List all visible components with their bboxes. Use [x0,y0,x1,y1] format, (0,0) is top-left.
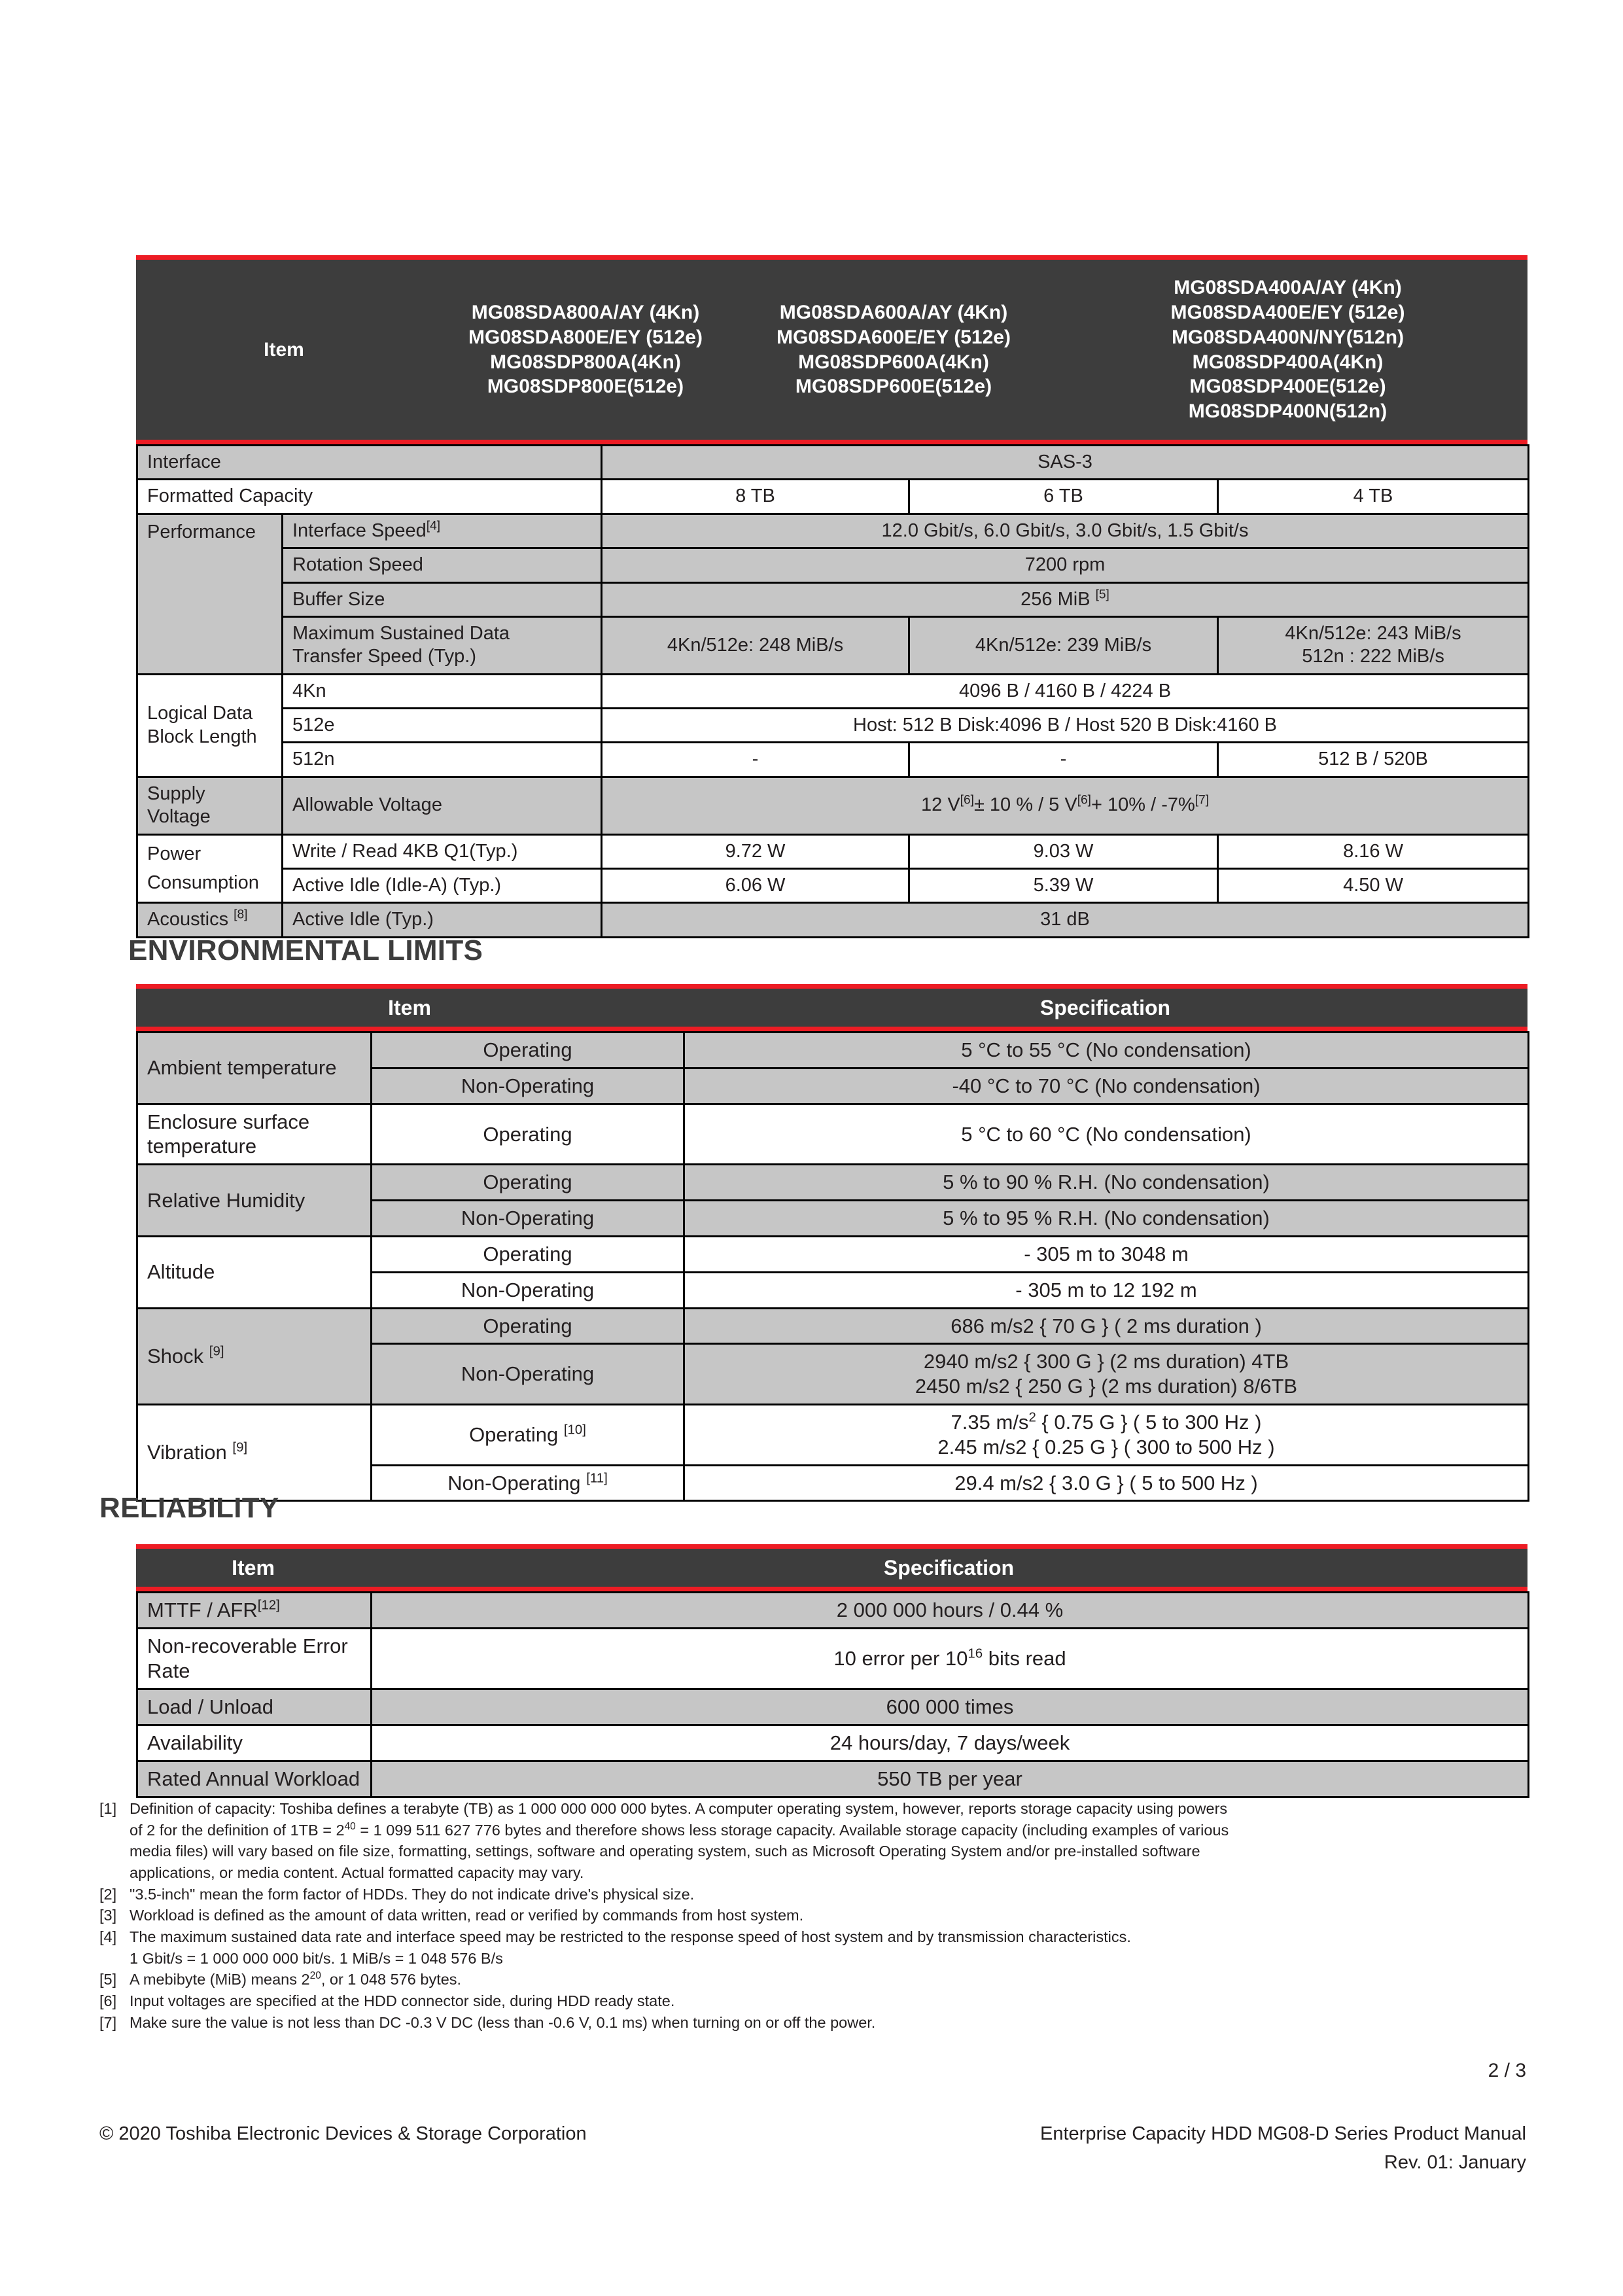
value-capacity-4tb: 4 TB [1218,480,1529,514]
footnote-number: [4] [99,1928,117,1945]
value-capacity-6tb: 6 TB [909,480,1218,514]
condition-operating: Operating [372,1308,684,1344]
value-part-b: bits read [983,1646,1066,1670]
row-label-non-recoverable-error-rate: Non-recoverable Error Rate [137,1629,372,1689]
value-non-recoverable-error-rate [372,1629,1529,1689]
condition-operating [372,1404,684,1465]
model-name: MG08SDP400E(512e) [1189,376,1386,398]
row-label-4kn: 4Kn [283,674,602,708]
exponent: 20 [309,1970,321,1982]
table-row [137,548,1529,582]
table-accent-bar-top [136,1544,1527,1549]
row-label-enclosure-surface-temperature: Enclosure surface temperature [137,1104,372,1165]
row-label-availability: Availability [137,1725,372,1761]
footnote-ref: [5] [1095,587,1109,601]
value-max-transfer-6tb: 4Kn/512e: 239 MiB/s [909,616,1218,674]
condition-non-operating: Non-Operating [372,1068,684,1104]
footnote-ref: [12] [257,1597,280,1613]
manual-title: Enterprise Capacity HDD MG08-D Series Product Manual [1040,2123,1526,2144]
manual-revision: Rev. 01: January [1384,2151,1526,2173]
section-title-reliability: RELIABILITY [99,1492,279,1524]
value-write-read-6tb: 9.03 W [909,834,1218,868]
model-name: MG08SDA800E/EY (512e) [468,326,703,348]
footnote-text [130,1969,1539,1990]
specifications-table-header [136,260,1527,440]
footnote-item [99,1905,1539,1926]
footnote-ref: [6] [1077,793,1091,807]
footnote-number: [2] [99,1885,117,1903]
row-label-active-idle-a: Active Idle (Idle-A) (Typ.) [283,868,602,902]
value-interface: SAS-3 [602,446,1529,480]
table-accent-bar-top [136,255,1527,260]
specifications-table [136,255,1527,938]
footnote-ref: [9] [232,1439,248,1455]
label-line-1: Logical Data [147,703,253,724]
value-shock-operating: 686 m/s2 { 70 G } ( 2 ms duration ) [684,1308,1529,1344]
row-label-interface: Interface [137,446,602,480]
footnote-ref: [4] [426,519,441,533]
footnote-number: [3] [99,1907,117,1924]
value-line-2: 512n : 222 MiB/s [1302,646,1444,667]
value-write-read-4tb: 8.16 W [1218,834,1529,868]
value-enclosure-operating: 5 °C to 60 °C (No condensation) [684,1104,1529,1165]
value-load-unload: 600 000 times [372,1689,1529,1725]
value-acoustics: 31 dB [602,903,1529,937]
text-part-a: A mebibyte (MiB) means 2 [130,1971,310,1988]
env-header-item: Item [136,989,683,1027]
condition-operating: Operating [372,1033,684,1069]
table-row [137,1236,1529,1272]
row-label-rotation-speed: Rotation Speed [283,548,602,582]
value-line-1 [690,1410,1522,1435]
table-accent-bar-bottom [136,1027,1527,1031]
group-label-power-consumption-line2: Consumption [137,868,283,902]
row-label-acoustics-active-idle: Active Idle (Typ.) [283,903,602,937]
exponent: 40 [344,1820,356,1832]
footnote-text: Input voltages are specified at the HDD connector side, during HDD ready state. [130,1992,675,2009]
spec-header-item: Item [136,260,432,440]
label-line-1: Maximum Sustained Data [292,622,510,644]
value-active-idle-8tb: 6.06 W [602,868,909,902]
value-part-a: 10 error per 10 [833,1646,968,1670]
footnote-ref: [6] [960,793,974,807]
footnote-line: The maximum sustained data rate and interface speed may be restricted to the response speed of host system and by transmission characteristics. [130,1928,1131,1945]
table-row [137,1761,1529,1797]
spec-header-models-4tb [1048,260,1527,440]
table-accent-bar-bottom [136,1587,1527,1591]
model-name: MG08SDA400E/EY (512e) [1170,301,1405,323]
table-row [137,709,1529,743]
table-row [137,1308,1529,1344]
text-part-b: = 1 099 511 627 776 bytes and therefore shows less storage capacity. Available storage capacity (including examples of various [355,1821,1229,1839]
value-ambient-operating: 5 °C to 55 °C (No condensation) [684,1033,1529,1069]
value-allowable-voltage [602,777,1529,834]
value-rotation-speed: 7200 rpm [602,548,1529,582]
value-active-idle-4tb: 4.50 W [1218,868,1529,902]
model-name: MG08SDA600E/EY (512e) [777,326,1011,348]
table-row [137,480,1529,514]
value-512n-4tb: 512 B / 520B [1218,743,1529,777]
label-line-2: Voltage [147,806,211,828]
table-row [137,834,1529,868]
table-row [137,1689,1529,1725]
row-label-interface-speed [283,514,602,548]
row-label-buffer-size: Buffer Size [283,582,602,616]
model-name: MG08SDP800E(512e) [487,376,684,398]
footnote-item [99,1884,1539,1905]
model-name: MG08SDA400N/NY(512n) [1171,326,1405,348]
text-part-b: , or 1 048 576 bytes. [321,1971,462,1988]
condition-text: Operating [469,1422,559,1446]
label-line-2: Transfer Speed (Typ.) [292,646,476,667]
label-text: Acoustics [147,909,229,930]
table-row [137,1165,1529,1201]
model-name: MG08SDP800A(4Kn) [490,351,681,373]
model-name: MG08SDP600E(512e) [795,376,992,398]
section-title-environmental-limits: ENVIRONMENTAL LIMITS [128,934,483,966]
condition-operating: Operating [372,1104,684,1165]
value-humidity-non-operating: 5 % to 95 % R.H. (No condensation) [684,1201,1529,1237]
row-label-altitude: Altitude [137,1236,372,1308]
footnote-number: [7] [99,2013,117,2031]
model-name: MG08SDA800A/AY (4Kn) [471,301,700,323]
value-shock-non-operating [684,1344,1529,1405]
row-label-allowable-voltage: Allowable Voltage [283,777,602,834]
value-capacity-8tb: 8 TB [602,480,909,514]
table-accent-bar-top [136,984,1527,989]
label-text: Interface Speed [292,520,427,541]
condition-operating: Operating [372,1236,684,1272]
value-line-1: 4Kn/512e: 243 MiB/s [1285,622,1461,644]
table-row [137,1033,1529,1069]
label-line-1: Supply [147,783,205,804]
footnote-number: [6] [99,1992,117,2009]
value-active-idle-6tb: 5.39 W [909,868,1218,902]
group-label-performance: Performance [137,514,283,674]
table-row [137,1404,1529,1465]
condition-non-operating [372,1465,684,1501]
model-name: MG08SDA600A/AY (4Kn) [779,301,1008,323]
value-ambient-non-operating: -40 °C to 70 °C (No condensation) [684,1068,1529,1104]
env-header-specification: Specification [683,989,1527,1027]
rel-header-specification: Specification [370,1549,1527,1587]
value-text: 256 MiB [1021,588,1091,610]
footnote-ref: [10] [563,1422,586,1438]
voltage-part-1: 12 V [921,794,960,816]
table-row [137,1593,1529,1629]
table-row [137,1629,1529,1689]
value-altitude-non-operating: - 305 m to 12 192 m [684,1272,1529,1308]
value-write-read-8tb: 9.72 W [602,834,909,868]
copyright-notice: © 2020 Toshiba Electronic Devices & Storage Corporation [99,2123,587,2144]
table-row [137,868,1529,902]
footnote-text [130,1798,1539,1884]
table-row [137,514,1529,548]
condition-non-operating: Non-Operating [372,1201,684,1237]
group-label-power-consumption-line1: Power [137,834,283,868]
footnote-line: media files) will vary based on file size, formatting, settings, software and operating system, such as Microsoft Operating System and/or pre-installed software [130,1843,1200,1860]
row-label-relative-humidity: Relative Humidity [137,1165,372,1237]
footnote-line: Definition of capacity: Toshiba defines a terabyte (TB) as 1 000 000 000 000 bytes. A computer operating system, however, reports storage capacity using powers [130,1800,1228,1817]
group-label-acoustics [137,903,283,937]
table-row [137,582,1529,616]
value-line-1: 2940 m/s2 { 300 G } (2 ms duration) 4TB [923,1350,1289,1373]
footnote-item [99,1926,1539,1969]
exponent: 2 [1028,1409,1036,1425]
spec-header-models-6tb [739,260,1048,440]
footnote-text: Make sure the value is not less than DC -0.3 V DC (less than -0.6 V, 0.1 ms) when turning on or off the power. [130,2013,876,2031]
value-rated-annual-workload: 550 TB per year [372,1761,1529,1797]
rel-header-item: Item [136,1549,370,1587]
footnote-text [130,1926,1539,1969]
value-vibration-operating [684,1404,1529,1465]
value-max-transfer-8tb: 4Kn/512e: 248 MiB/s [602,616,909,674]
row-label-load-unload: Load / Unload [137,1689,372,1725]
row-label-512e: 512e [283,709,602,743]
footnote-ref: [7] [1195,793,1210,807]
footnote-number: [5] [99,1971,117,1988]
footnote-ref: [8] [234,908,248,922]
page-number: 2 / 3 [1488,2060,1526,2081]
footnote-number: [1] [99,1800,117,1817]
reliability-table [136,1544,1527,1798]
voltage-part-3: + 10% / -7% [1091,794,1195,816]
model-name: MG08SDA400A/AY (4Kn) [1174,277,1402,299]
row-label-write-read: Write / Read 4KB Q1(Typ.) [283,834,602,868]
condition-operating: Operating [372,1165,684,1201]
label-text: Vibration [147,1441,227,1464]
value-altitude-operating: - 305 m to 3048 m [684,1236,1529,1272]
footnote-item [99,1990,1539,2012]
table-accent-bar-bottom [136,440,1527,444]
specifications-table-body [136,444,1529,938]
spec-header-models-8tb [432,260,739,440]
value-interface-speed: 12.0 Gbit/s, 6.0 Gbit/s, 3.0 Gbit/s, 1.5 Gbit/s [602,514,1529,548]
footnote-line: applications, or media content. Actual formatted capacity may vary. [130,1863,584,1881]
footnote-item [99,1798,1539,1884]
row-label-rated-annual-workload: Rated Annual Workload [137,1761,372,1797]
row-label-max-transfer-speed [283,616,602,674]
table-row [137,1725,1529,1761]
model-name: MG08SDP600A(4Kn) [798,351,989,373]
value-part-a: 7.35 m/s [951,1410,1029,1434]
row-label-shock [137,1308,372,1404]
table-row [137,777,1529,834]
value-part-b: { 0.75 G } ( 5 to 300 Hz ) [1036,1410,1262,1434]
footnote-ref: [9] [209,1343,224,1359]
condition-non-operating: Non-Operating [372,1272,684,1308]
value-512e: Host: 512 B Disk:4096 B / Host 520 B Disk:4160 B [602,709,1529,743]
exponent: 16 [968,1646,983,1661]
value-4kn: 4096 B / 4160 B / 4224 B [602,674,1529,708]
voltage-part-2: ± 10 % / 5 V [973,794,1077,816]
value-line-2: 2.45 m/s2 { 0.25 G } ( 300 to 500 Hz ) [937,1435,1275,1458]
table-row [137,674,1529,708]
manual-reference [1040,2120,1526,2177]
group-label-logical-block-length [137,674,283,777]
environmental-limits-table [136,984,1527,1502]
value-mttf-afr: 2 000 000 hours / 0.44 % [372,1593,1529,1629]
footnote-text: Workload is defined as the amount of data written, read or verified by commands from host system. [130,1907,804,1924]
value-max-transfer-4tb [1218,616,1529,674]
condition-non-operating: Non-Operating [372,1344,684,1405]
table-row [137,1104,1529,1165]
model-name: MG08SDP400A(4Kn) [1192,351,1384,373]
label-line-2: Block Length [147,726,257,747]
value-availability: 24 hours/day, 7 days/week [372,1725,1529,1761]
group-label-supply-voltage [137,777,283,834]
footnote-line: 1 Gbit/s = 1 000 000 000 bit/s. 1 MiB/s = 1 048 576 B/s [130,1949,503,1967]
value-humidity-operating: 5 % to 90 % R.H. (No condensation) [684,1165,1529,1201]
table-row [137,743,1529,777]
value-512n-8tb: - [602,743,909,777]
text-part-a: of 2 for the definition of 1TB = 2 [130,1821,345,1839]
value-line-2: 2450 m/s2 { 250 G } (2 ms duration) 8/6TB [915,1375,1298,1398]
value-vibration-non-operating: 29.4 m/s2 { 3.0 G } ( 5 to 500 Hz ) [684,1465,1529,1501]
row-label-vibration [137,1404,372,1500]
footnote-line [130,1820,1539,1841]
table-row [137,903,1529,937]
condition-text: Non-Operating [447,1471,581,1494]
table-row [137,446,1529,480]
value-buffer-size [602,582,1529,616]
label-text: Shock [147,1344,204,1368]
table-row [137,616,1529,674]
footnote-ref: [11] [586,1470,608,1486]
row-label-ambient-temperature: Ambient temperature [137,1033,372,1104]
footnotes-list [99,1798,1539,2033]
footnote-text: "3.5-inch" mean the form factor of HDDs. They do not indicate drive's physical size. [130,1885,695,1903]
footnote-item [99,2012,1539,2034]
label-text: MTTF / AFR [147,1598,258,1622]
row-label-mttf-afr [137,1593,372,1629]
row-label-512n: 512n [283,743,602,777]
model-name: MG08SDP400N(512n) [1188,400,1387,423]
value-512n-6tb: - [909,743,1218,777]
footnote-item [99,1969,1539,1990]
row-label-formatted-capacity: Formatted Capacity [137,480,602,514]
